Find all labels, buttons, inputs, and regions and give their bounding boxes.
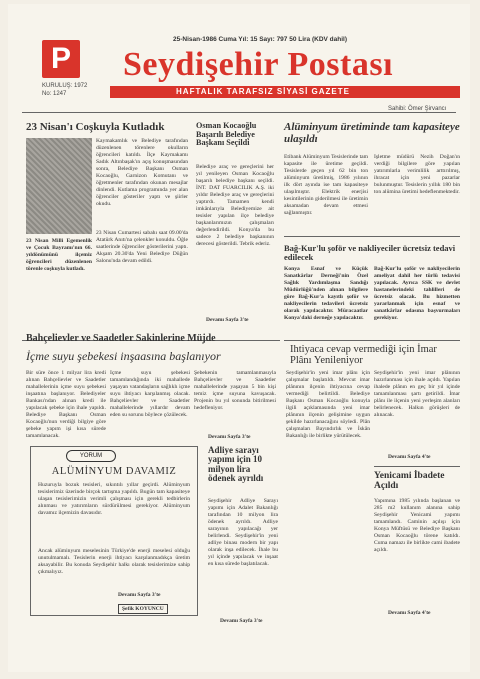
newspaper-page (8, 4, 470, 672)
yorum-body: Huzuruyla bozuk tesisleri, sıkıntılı yıllar geçirdi. Alüminyum tesislerimiz üzerinde birçok tartışma yapıldı. Bugün tam kapasiteye ulaşan tesislerimizin verimli çalışması için gerekli tedbirlerin alınması ve yatırımların sürdürülmesi gerekiyor. Alüminyum davamız ilçemizin davasıdır. (38, 482, 190, 516)
headline-bag-kur: Bağ-Kur'lu şoför ve nakliyeciler ücretsiz tedavi edilecek (284, 243, 456, 262)
headline-yenicami: Yenicami İbadete Açıldı (374, 471, 445, 491)
article-imar-body-2: Seydişehir'in yeni imar plânının hazırlanması için ihale açıldı. Yapılan ihalede plânın en geç bir yıl içinde tamamlanması şartı getirildi. İmar plânı ile ilçenin yeni yerleşim alanları belirlenecek. Halkın görüşleri de alınacak. (374, 370, 460, 418)
article-adliye-body: Seydişehir Adliye Sarayı yapımı için Adalet Bakanlığı tarafından 10 milyon lira ödenek ayrıldı. Adliye sarayının yapılacağı yer belirlendi. Seydişehir'in yeni adliye binası modern bir yapı olarak inşa edilecek. İhale bu yıl içinde yapılacak ve inşaat en kısa sürede başlatılacak. (208, 498, 278, 567)
publisher-line: Sahibi: Ömer Şirvancı (388, 106, 447, 112)
logo (42, 40, 88, 97)
rule-yenicami (374, 466, 460, 467)
founding-year: KURULUŞ: 1972 (42, 83, 88, 89)
subhead-icme-suyu: İçme suyu şebekesi inşaasına başlanıyor (26, 349, 221, 363)
headline-bahcelievler: Bahçelievler ve Saadetler Sakinlerine Müjde (26, 333, 216, 344)
article-su-body-2: İçme suyu şebekesi tamamlandığında iki mahallede yaşayan vatandaşların sağlıklı içme suyu ihtiyacı karşılanmış olacak. Bahçelievler ve Saadetler mahallelerinde yıllardır devam eden su sorunu böylece çözülecek. (110, 370, 190, 418)
article-bag-kur-body: Konya Esnaf ve Küçük Sanatkârlar Derneği'nin Özel Sağlık Yardımlaşma Sandığı Müdürlüğü'nden alınan bilgilere göre Bağ-Kur'a kayıtlı şoför ve nakliyecilerin tedavileri ücretsiz olarak yapılacaktır. Müracaatlar Konya'daki derneğe yapılacaktır. (284, 266, 368, 321)
article-23-nisan-body: Kaymakamlık ve Belediye tarafından düzenlenen törenlere okulların öğrencileri katıldı. İlçe Kaymakamı Sadık Altınbaşak'ın açış konuşmasından sonra, Belediye Başkanı Osman Kocaoğlu, Garnizon Komutanı ve öğretmenler tarafından okunan mesajlar dinlendi. Kutlama programında yer alan öğrenciler gösteriler yaptı ve şiirler okudu. (96, 138, 188, 207)
adliye-continued: Devamı Sayfa 3'te (220, 618, 263, 624)
headline-imar: Ihtiyaca cevap vermediği için İmar Plânı Yenileniyor (290, 344, 437, 367)
article-imar-body: Seydişehir'in yeni imar plânı için çalışmalar başlatıldı. Mevcut imar plânının ilçenin ihtiyacına cevap vermediği belirtildi. Belediye Başkanı Osman Kocaoğlu konuyla ilgili açıklamasında yeni imar plânının ilçenin gelişimine uygun şekilde hazırlanacağını söyledi. Plân çalışmaları Bayındırlık ve İskân Bakanlığı ile birlikte yürütülecek. (286, 370, 370, 439)
yorum-label: YORUM (66, 450, 116, 462)
newspaper-title: Seydişehir Postası (123, 46, 394, 83)
article-bag-kur-body-2: Bağ-Kur'lu şoför ve nakliyecilerin ameliyat dahil her türlü tedavisi yapılacak. Ayrıca SSK ve devlet hastanelerindeki tahlilleri de ücretsiz olacak. Bu hizmetten yararlanmak için esnaf ve sanatkârlar odasına başvurmaları gerekiyor. (374, 266, 460, 321)
article-yenicami-body: Yapımına 1985 yılında başlanan ve 285 m2 kullanım alanına sahip Seydişehir Yenicami yapımı tamamlandı. Caminin açılışı için Konya Müftüsü ve Belediye Başkanı Osman Kocaoğlu törene katıldı. Cuma namazı ile birlikte cami ibadete açıldı. (374, 498, 460, 553)
logo-meta (42, 82, 102, 98)
article-aluminyum-body: Etibank Alüminyum Tesislerinde tam kapasite ile üretime geçildi. Tesislerde geçen yıl 62 bin ton alüminyum üretilmiş, 1986 yılının ilk dört ayında ise tam kapasiteye ulaşılmıştır. Elektrik enerjisi kesintilerinin giderilmesi ile üretimin aksamadan devam etmesi sağlanmıştır. (284, 154, 368, 216)
article-su-body-3: Şebekenin tamamlanmasıyla Bahçelievler ve Saadetler mahallelerinde yaşayan 5 bin kişi temiz içme suyuna kavuşacak. Projenin bu yıl sonunda bitirilmesi hedefleniyor. (194, 370, 276, 411)
yorum-author: Şefik KOYUNCU (118, 604, 168, 614)
logo-letter: P (50, 42, 71, 75)
article-su-body: Bir süre önce 1 milyar lira kredi alınan Bahçelievler ve Saadetler mahallelerinin içme suyu şebekesi inşaatına başlanıyor. Belediyeler Bankası'ndan alınan kredi ile yapılacak şebeke için ihale yapıldı. Belediye Başkanı Osman Kocaoğlu'nun verdiği bilgiye göre şebeke yapım işi kısa sürede tamamlanacak. (26, 370, 106, 439)
imar-continued: Devamı Sayfa 4'te (388, 454, 431, 460)
rule-imar (284, 340, 460, 341)
article-aluminyum-body-2: İşletme müdürü Nezih Doğan'ın verdiği bilgilere göre yapılan yatırımlarla verimlilik arttırılmış, ihracat için yeni pazarlar bulunmuştur. Tesislerin yıllık 180 bin ton alümina üretimi hedeflenmektedir. (374, 154, 460, 195)
yorum-title: ALÜMİNYUM DAVAMIZ (51, 466, 177, 477)
yenicami-continued: Devamı Sayfa 4'te (388, 610, 431, 616)
headline-kocaoglu: Osman Kocaoğlu Başarılı Belediye Başkanı Seçildi (196, 121, 257, 148)
issue-line: 25-Nisan-1986 Cuma Yıl: 15 Sayı: 797 50 Lira (KDV dahil) (173, 36, 348, 43)
rule-aluminyum (284, 236, 460, 237)
article-23-nisan-body-2: 23 Nisan Cumartesi sabahı saat 09.00'da Atatürk Anıtı'na çelenkler konuldu. Öğle saatlerinde öğrenciler gösterilerini yaptı. Akşam 20.30'da Yeni Belediye Düğün Salonu'nda devam edildi. (96, 230, 188, 264)
yorum-continued: Devamı Sayfa 3'te (118, 592, 161, 598)
yorum-body-2: Ancak alüminyum meselesinin Türkiye'de enerji meselesi olduğu unutulmamalı. Tesislerin enerji ihtiyacı karşılanmadıkça üretim aksayabilir. Bu konuda Seydişehir halkı olarak tesislerimize sahip çıkmalıyız. (38, 548, 190, 575)
masthead-rule (22, 112, 456, 113)
photo-caption: 23 Nisan Milli Egemenlik ve Çocuk Bayramı'nın 66. yıldönümünü ilçemiz öğrencileri düzenlenen törenle coşkuyla kutladı. (26, 238, 92, 272)
su-continued: Devamı Sayfa 3'te (208, 434, 251, 440)
issue-number: No: 1247 (42, 91, 67, 97)
article-photo (26, 138, 92, 234)
kocaoglu-continued: Devamı Sayfa 3'te (206, 317, 249, 323)
article-kocaoglu-body: Belediye araç ve gereçlerini her yıl yenileyen Osman Kocaoğlu başarılı belediye başkanı seçildi. İNT. DAT FUARCILIK A.Ş. iki yıldır Belediye araç ve gereçlerini yaptırdı. Tamamen kendi imkânlarıyla Belediyemize ait tesisler yapılan ilçe belediye başkanlarımızın çalışmaları değerlendirildi. Konya'da bu sadece 2 belediye başkanının derecesi gösterildi. Tebrik ederiz. (196, 164, 274, 247)
headline-adliye: Adliye sarayı yapımı için 10 milyon lira ödenek ayrıldı (208, 445, 264, 484)
headline-23-nisan: 23 Nisan'ı Coşkuyla Kutladık (26, 121, 165, 133)
headline-aluminyum: Alüminyum üretiminde tam kapasiteye ulaşıldı (284, 121, 460, 145)
masthead (28, 10, 458, 110)
newspaper-subtitle: HAFTALIK TARAFSIZ SİYASİ GAZETE (176, 87, 350, 96)
